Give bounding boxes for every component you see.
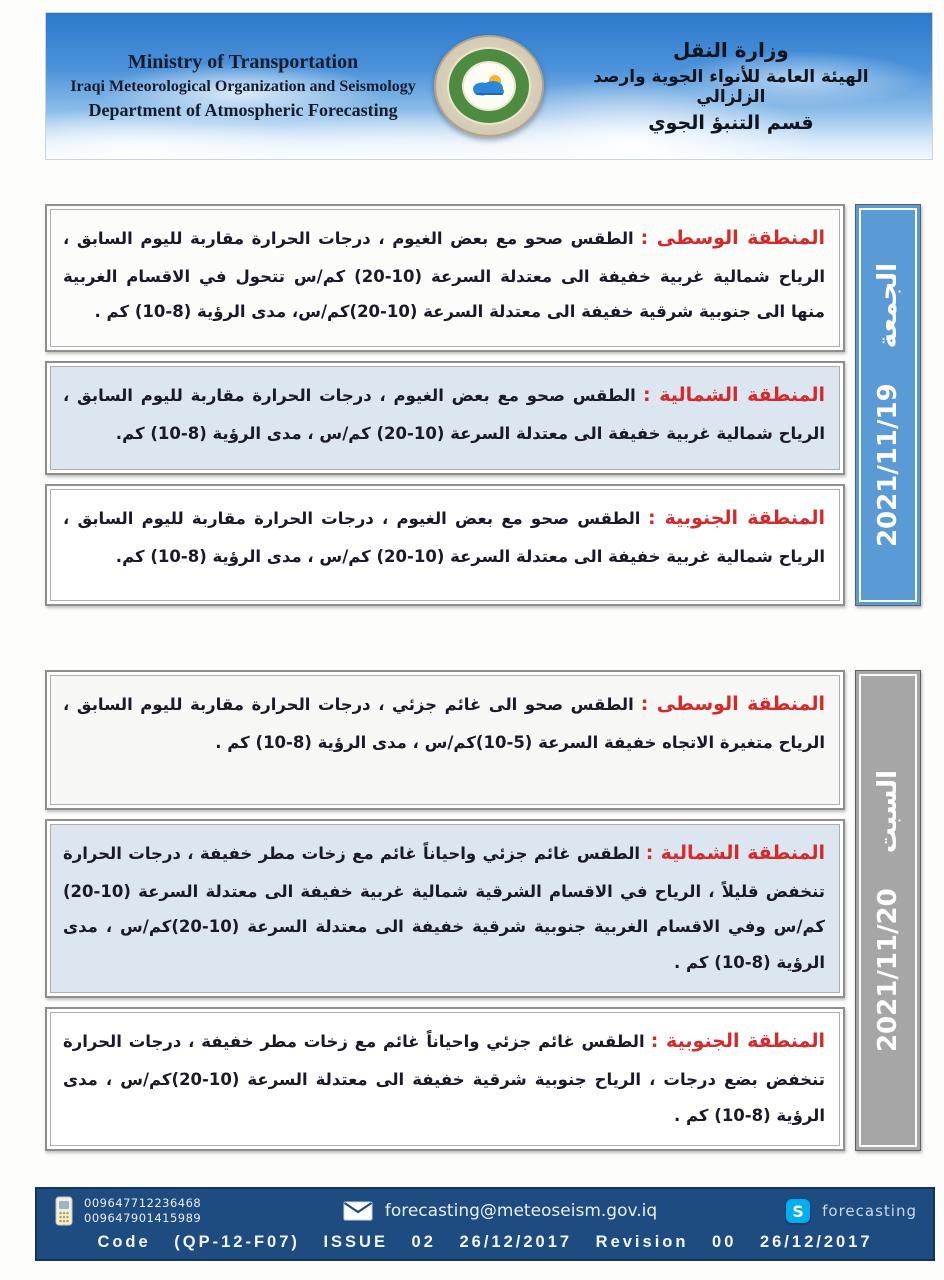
department-title-en: Department of Atmospheric Forecasting (88, 100, 398, 120)
document-footer (35, 1187, 935, 1261)
region-forecast-text: الطقس صحو مع بعض الغيوم ، درجات الحرارة مقاربة لليوم السابق ، الرياح شمالية غربية خفيفة الى معتدلة السرعة (10-20) كم/س ، مدى الرؤية (8-10) كم. (63, 386, 825, 443)
day-date: 2021/11/19 (873, 383, 904, 548)
region-title: المنطقة الوسطى : (640, 693, 825, 715)
skype-username: forecasting (822, 1202, 917, 1221)
forecast-section-friday (45, 204, 921, 606)
forecast-box-southern (45, 1007, 845, 1151)
day-date: 2021/11/20 (873, 887, 903, 1052)
email-address: forecasting@meteoseism.gov.iq (384, 1201, 658, 1222)
day-name: الجمعة (873, 262, 904, 349)
ministry-title-en: Ministry of Transportation (127, 51, 359, 73)
region-forecast-text: الطقس غائم جزئي واحياناً غائم مع زخات مطر خفيفة ، درجات الحرارة تنخفض قليلاً ، الرياح في الاقسام الشرقية شمالية غربية خفيفة الى معتدلة السرعة (10-20) كم/س وفي الاقسام الغربية جنوبية شرقية خفيفة الى معتدلة السرعة (10-20)كم/س ، مدى الرؤية (8-10) كم . (63, 844, 826, 972)
logo-green-ring (447, 47, 531, 125)
region-title: المنطقة الشمالية : (642, 384, 825, 406)
logo-center (462, 61, 516, 111)
forecast-box-central (45, 670, 845, 810)
day-tab-saturday (855, 670, 921, 1151)
day-name: السبت (873, 769, 903, 853)
forecast-box-northern (45, 819, 845, 998)
phone-number-2: 009647901415989 (84, 1211, 202, 1226)
skype-icon: S (786, 1199, 810, 1223)
region-title: المنطقة الجنوبية : (647, 507, 825, 529)
region-forecast-text: الطقس صحو الى غائم جزئي ، درجات الحرارة مقاربة لليوم السابق ، الرياح متغيرة الاتجاه خفيفة السرعة (5-10)كم/س ، مدى الرؤية (8-10) كم . (63, 695, 825, 752)
forecast-box-northern (45, 361, 845, 475)
forecast-box-southern (45, 484, 845, 606)
mobile-phone-icon (53, 1196, 75, 1226)
ministry-title-ar: وزارة النقل (672, 38, 789, 62)
header-arabic-titles (560, 38, 932, 134)
region-title: المنطقة الجنوبية : (650, 1030, 825, 1053)
phone-numbers (84, 1196, 201, 1226)
forecast-section-saturday (45, 670, 921, 1151)
email-contact-group (283, 1201, 717, 1221)
friday-region-boxes (45, 204, 845, 606)
skype-contact-group (717, 1199, 917, 1223)
document-code-line: Code (QP-12-F07) ISSUE 02 26/12/2017 Revision 00 26/12/2017 (97, 1233, 873, 1252)
region-title: المنطقة الشمالية : (645, 842, 825, 864)
envelope-icon (343, 1201, 373, 1221)
friday-date-label (873, 263, 903, 547)
region-forecast-text: الطقس غائم جزئي واحياناً غائم مع زخات مطر خفيفة ، درجات الحرارة تنخفض بضع درجات ، الرياح جنوبية شرقية خفيفة الى معتدلة السرعة (10-20)كم/س ، مدى الرؤية (8-10) كم . (63, 1032, 825, 1125)
department-title-ar: قسم التنبؤ الجوي (648, 112, 814, 134)
organization-title-en: Iraqi Meteorological Organization and Seismology (70, 78, 416, 95)
organization-title-ar: الهيئة العامة للأنواء الجوية وارصد الزلزالي (593, 67, 869, 107)
saturday-date-label (873, 769, 903, 1051)
saturday-region-boxes (45, 670, 845, 1151)
region-forecast-text: الطقس صحو مع بعض الغيوم ، درجات الحرارة مقاربة لليوم السابق ، الرياح شمالية غربية خفيفة الى معتدلة السرعة (10-20) كم/س ، مدى الرؤية (8-10) كم. (63, 509, 825, 566)
cloud-sun-icon (469, 73, 509, 99)
header-english-titles (46, 51, 418, 121)
phone-contact-group (53, 1196, 283, 1226)
organization-logo (418, 35, 560, 137)
forecast-box-central (45, 204, 845, 352)
logo-outer-ring (434, 35, 544, 137)
region-forecast-text: الطقس صحو مع بعض الغيوم ، درجات الحرارة مقاربة لليوم السابق ، الرياح شمالية غربية خفيفة الى معتدلة السرعة (10-20) كم/س تتحول في الاقسام الغربية منها الى جنوبية شرقية خفيفة الى معتدلة السرعة (10-20)كم/س، مدى الرؤية (8-10) كم . (63, 229, 825, 322)
footer-contacts-row (37, 1189, 933, 1231)
day-tab-friday (855, 204, 921, 606)
document-header (45, 12, 933, 160)
phone-number-1: 009647712236468 (84, 1196, 202, 1211)
region-title: المنطقة الوسطى : (640, 227, 825, 249)
